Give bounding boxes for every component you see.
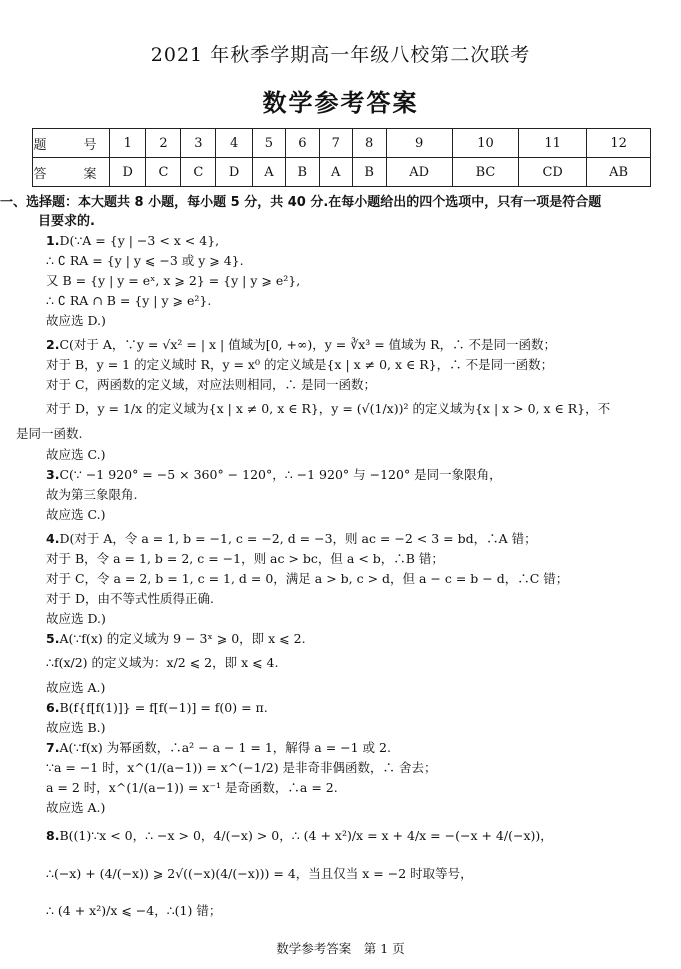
exam-title: 2021 年秋季学期高一年级八校第二次联考: [150, 44, 531, 66]
answer-cell: D: [110, 158, 146, 187]
solution-text: 故为第三象限角.: [46, 487, 138, 502]
section-heading-line2: 目要求的.: [38, 214, 95, 229]
solution-text: 又 B = {y | y = eˣ, x ⩾ 2} = {y | y ⩾ e²},: [46, 273, 301, 288]
solution-text: A(∵f(x) 为幂函数，∴a² − a − 1 = 1，解得 a = −1 或 2.: [59, 740, 391, 755]
solution-text: 对于 C，令 a = 2, b = 1, c = 1, d = 0，满足 a > b, c > d，但 a − c = b − d，∴C 错；: [46, 571, 569, 586]
solution-line: [16, 426, 82, 442]
answer-cell: A: [252, 158, 285, 187]
question-number-cell: 7: [319, 129, 352, 158]
answer-cell: D: [216, 158, 252, 187]
question-number-cell: 4: [216, 129, 252, 158]
solution-text: 故应选 C.): [46, 447, 106, 462]
answer-cell: AB: [587, 158, 651, 187]
row-label-number: 题 号: [33, 129, 110, 158]
solution-text: 对于 B，令 a = 1, b = 2, c = −1，则 ac > bc，但 a < b，∴B 错；: [46, 551, 444, 566]
solution-text: ∴(−x) + (4/(−x)) ⩾ 2√((−x)(4/(−x))) = 4，当且仅当 x = −2 时取等号，: [46, 866, 473, 881]
solution-line: [46, 273, 300, 289]
solution-text: 故应选 B.): [46, 720, 106, 735]
question-number: 8.: [46, 828, 60, 843]
answer-cell: C: [181, 158, 216, 187]
question-number: 3.: [46, 467, 60, 482]
solution-line: [46, 591, 214, 607]
solution-line: [46, 293, 211, 309]
solution-text: D(∵A = {y | −3 < x < 4},: [59, 233, 220, 248]
solution-text: ∴ (4 + x²)/x ⩽ −4，∴(1) 错；: [46, 903, 222, 918]
solution-text: ∴f(x/2) 的定义域为：x/2 ⩽ 2，即 x ⩽ 4.: [46, 655, 279, 670]
solution-line: [46, 467, 502, 483]
solution-line: [46, 760, 437, 776]
solution-text: 故应选 D.): [46, 313, 106, 328]
answer-cell: BC: [452, 158, 518, 187]
solution-text: ∴ ∁ RA = {y | y ⩽ −3 或 y ⩾ 4}.: [46, 253, 244, 268]
question-number: 7.: [46, 740, 60, 755]
solution-text: B((1)∵x < 0，∴ −x > 0，4/(−x) > 0，∴ (4 + x²)/x = x + 4/x = −(−x + 4/(−x))，: [59, 828, 553, 843]
solution-text: a = 2 时，x^(1/(a−1)) = x⁻¹ 是奇函数，∴a = 2.: [46, 780, 338, 795]
answer-cell: B: [352, 158, 386, 187]
question-number-cell: 1: [110, 129, 146, 158]
answer-cell: C: [146, 158, 181, 187]
solution-text: 对于 D，y = 1/x 的定义域为{x | x ≠ 0, x ∈ R}，y = (√(1/x))² 的定义域为{x | x > 0, x ∈ R}，不: [46, 401, 611, 416]
solution-line: [46, 611, 106, 627]
question-number-cell: 9: [386, 129, 452, 158]
solution-line: [46, 233, 219, 249]
solution-text: C(对于 A，∵y = √x² = | x | 值域为[0, +∞)，y = ∛x³ = 值域为 R，∴ 不是同一函数；: [59, 337, 557, 352]
answer-key-heading: 数学参考答案: [262, 89, 419, 117]
solution-line: [46, 551, 444, 567]
solution-text: 故应选 D.): [46, 611, 106, 626]
section-heading: [0, 193, 668, 231]
solution-line: [46, 507, 105, 523]
solution-text: 对于 B，y = 1 的定义域时 R，y = x⁰ 的定义域是{x | x ≠ 0, x ∈ R}，∴ 不是同一函数；: [46, 357, 554, 372]
solution-line: [46, 800, 105, 816]
solution-text: 故应选 C.): [46, 507, 106, 522]
solution-line: [46, 631, 306, 647]
row-label-answer: 答 案: [33, 158, 110, 187]
question-number-cell: 11: [519, 129, 587, 158]
question-number-row: [33, 129, 651, 158]
solution-line: [46, 253, 244, 269]
solution-line: [46, 720, 106, 736]
solution-text: 对于 C，两函数的定义域，对应法则相同，∴ 是同一函数；: [46, 377, 377, 392]
solution-line: [46, 571, 568, 587]
answer-cell: AD: [386, 158, 452, 187]
question-number-cell: 3: [181, 129, 216, 158]
answer-cell: CD: [519, 158, 587, 187]
solution-line: [46, 487, 137, 503]
solution-text: B(f{f[f(1)]} = f[f(−1)] = f(0) = π.: [59, 700, 268, 715]
solution-line: [46, 780, 338, 796]
solution-line: [46, 655, 278, 671]
solution-line: [46, 680, 105, 696]
solution-text: ∴ ∁ RA ∩ B = {y | y ⩾ e²}.: [46, 293, 212, 308]
question-number: 5.: [46, 631, 60, 646]
solution-text: C(∵ −1 920° = −5 × 360° − 120°，∴ −1 920° 与 −120° 是同一象限角，: [59, 467, 502, 482]
solution-text: 故应选 A.): [46, 800, 106, 815]
solution-text: 故应选 A.): [46, 680, 106, 695]
answer-cell: A: [319, 158, 352, 187]
solution-text: ∵a = −1 时，x^(1/(a−1)) = x^(−1/2) 是非奇非偶函数，∴ 舍去；: [46, 760, 437, 775]
solution-text: 是同一函数.: [16, 426, 83, 441]
solution-line: [46, 531, 537, 547]
solution-line: [46, 313, 106, 329]
solution-line: [46, 700, 268, 716]
question-number: 6.: [46, 700, 60, 715]
solution-text: A(∵f(x) 的定义域为 9 − 3ˣ ⩾ 0，即 x ⩽ 2.: [59, 631, 306, 646]
solution-line: [46, 401, 610, 417]
solution-line: [46, 828, 553, 844]
question-number-cell: 8: [352, 129, 386, 158]
question-number-cell: 5: [252, 129, 285, 158]
solution-line: [46, 447, 105, 463]
solution-text: 对于 D，由不等式性质得正确.: [46, 591, 214, 606]
question-number-cell: 10: [452, 129, 518, 158]
solution-line: [46, 740, 391, 756]
question-number: 1.: [46, 233, 60, 248]
page-footer: 数学参考答案 第 1 页: [276, 941, 405, 956]
solution-line: [46, 903, 221, 919]
question-number-cell: 12: [587, 129, 651, 158]
solution-line: [46, 337, 556, 353]
solution-line: [46, 866, 473, 882]
question-number-cell: 2: [146, 129, 181, 158]
solution-line: [46, 377, 376, 393]
question-number: 4.: [46, 531, 60, 546]
answer-cell: B: [285, 158, 319, 187]
answer-row: [33, 158, 651, 187]
solution-line: [46, 357, 553, 373]
question-number: 2.: [46, 337, 60, 352]
answer-table: [32, 128, 651, 187]
section-heading-line1: 一、选择题：本大题共 8 小题，每小题 5 分，共 40 分.在每小题给出的四个选项中，只有一项是符合题: [0, 195, 602, 210]
solution-text: D(对于 A，令 a = 1, b = −1, c = −2, d = −3，则 ac = −2 < 3 = bd，∴A 错；: [59, 531, 537, 546]
question-number-cell: 6: [285, 129, 319, 158]
